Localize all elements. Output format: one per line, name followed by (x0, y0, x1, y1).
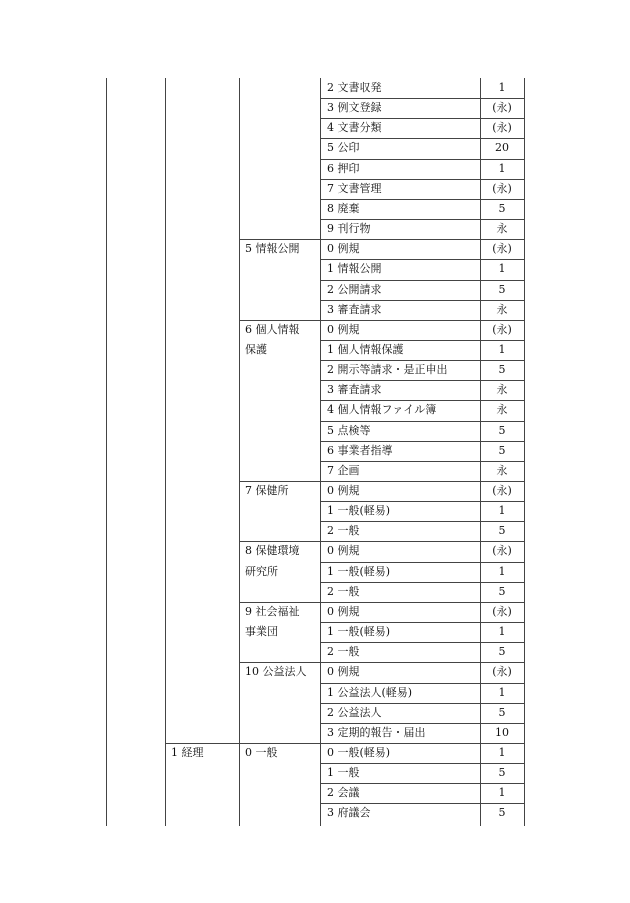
retention-period: (永) (492, 323, 512, 336)
retention-period: 5 (498, 706, 506, 719)
item-label: 3 審査請求 (327, 303, 382, 316)
item-label: 3 審査請求 (327, 383, 382, 396)
retention-period: 1 (498, 262, 506, 275)
retention-period: 永 (496, 464, 508, 477)
minor-class-label: 研究所 (245, 565, 278, 578)
retention-period: 1 (498, 81, 506, 94)
item-label: 2 文書収発 (327, 81, 382, 94)
retention-period: 1 (498, 162, 506, 175)
minor-class-label: 5 情報公開 (245, 242, 300, 255)
item-label: 2 公開請求 (327, 283, 382, 296)
middle-class-label: 1 経理 (171, 746, 204, 759)
retention-period: 5 (498, 444, 506, 457)
item-label: 0 例規 (327, 544, 360, 557)
retention-period: 永 (496, 403, 508, 416)
item-label: 5 公印 (327, 141, 360, 154)
minor-class-label: 0 一般 (245, 746, 278, 759)
item-label: 3 定期的報告・届出 (327, 726, 426, 739)
item-label: 1 一般(軽易) (327, 504, 391, 517)
retention-period: 5 (498, 202, 506, 215)
item-label: 9 刊行物 (327, 222, 371, 235)
retention-period: 5 (498, 283, 506, 296)
column-rule-0 (106, 78, 107, 826)
retention-period: 5 (498, 524, 506, 537)
column-rule-2 (239, 78, 240, 826)
item-label: 7 文書管理 (327, 182, 382, 195)
item-label: 0 例規 (327, 242, 360, 255)
retention-period: 5 (498, 645, 506, 658)
retention-period: (永) (492, 242, 512, 255)
item-label: 6 事業者指導 (327, 444, 393, 457)
retention-period: 1 (498, 746, 506, 759)
item-label: 1 情報公開 (327, 262, 382, 275)
item-label: 2 開示等請求・是正申出 (327, 363, 448, 376)
retention-period: 1 (498, 343, 506, 356)
item-label: 2 会議 (327, 786, 360, 799)
minor-class-label: 6 個人情報 (245, 323, 300, 336)
item-label: 3 府議会 (327, 806, 371, 819)
minor-class-label: 10 公益法人 (245, 665, 307, 678)
item-label: 1 一般(軽易) (327, 565, 391, 578)
retention-period: 1 (498, 565, 506, 578)
retention-period: 1 (498, 786, 506, 799)
item-label: 6 押印 (327, 162, 360, 175)
minor-class-label: 9 社会福祉 (245, 605, 300, 618)
item-label: 1 個人情報保護 (327, 343, 404, 356)
retention-period: (永) (492, 121, 512, 134)
item-label: 5 点検等 (327, 424, 371, 437)
column-rule-3 (320, 78, 321, 826)
item-label: 0 例規 (327, 665, 360, 678)
item-label: 4 個人情報ファイル簿 (327, 403, 437, 416)
item-label: 0 例規 (327, 323, 360, 336)
item-label: 1 一般(軽易) (327, 625, 391, 638)
retention-period: (永) (492, 101, 512, 114)
retention-period: 永 (496, 303, 508, 316)
item-label: 1 公益法人(軽易) (327, 686, 413, 699)
retention-period: (永) (492, 182, 512, 195)
column-rule-5 (524, 78, 525, 826)
item-label: 0 例規 (327, 484, 360, 497)
item-label: 7 企画 (327, 464, 360, 477)
item-label: 4 文書分類 (327, 121, 382, 134)
retention-period: 5 (498, 806, 506, 819)
retention-period: (永) (492, 605, 512, 618)
item-label: 2 一般 (327, 524, 360, 537)
item-label: 1 一般 (327, 766, 360, 779)
column-rule-1 (165, 78, 166, 826)
minor-class-label: 8 保健環境 (245, 544, 300, 557)
retention-period: 5 (498, 766, 506, 779)
retention-period: 5 (498, 424, 506, 437)
retention-period: 20 (495, 141, 509, 154)
minor-class-label: 7 保健所 (245, 484, 289, 497)
item-label: 2 一般 (327, 585, 360, 598)
item-label: 2 公益法人 (327, 706, 382, 719)
item-label: 2 一般 (327, 645, 360, 658)
retention-period: 5 (498, 585, 506, 598)
minor-class-label: 保護 (245, 343, 267, 356)
item-label: 8 廃棄 (327, 202, 360, 215)
minor-class-label: 事業団 (245, 625, 278, 638)
retention-period: 1 (498, 625, 506, 638)
retention-period: (永) (492, 484, 512, 497)
item-label: 0 一般(軽易) (327, 746, 391, 759)
retention-period: 1 (498, 686, 506, 699)
item-label: 0 例規 (327, 605, 360, 618)
retention-period: (永) (492, 544, 512, 557)
retention-period: 10 (495, 726, 509, 739)
retention-period: (永) (492, 665, 512, 678)
item-label: 3 例文登録 (327, 101, 382, 114)
retention-period: 永 (496, 222, 508, 235)
retention-period: 1 (498, 504, 506, 517)
retention-period: 永 (496, 383, 508, 396)
retention-period: 5 (498, 363, 506, 376)
